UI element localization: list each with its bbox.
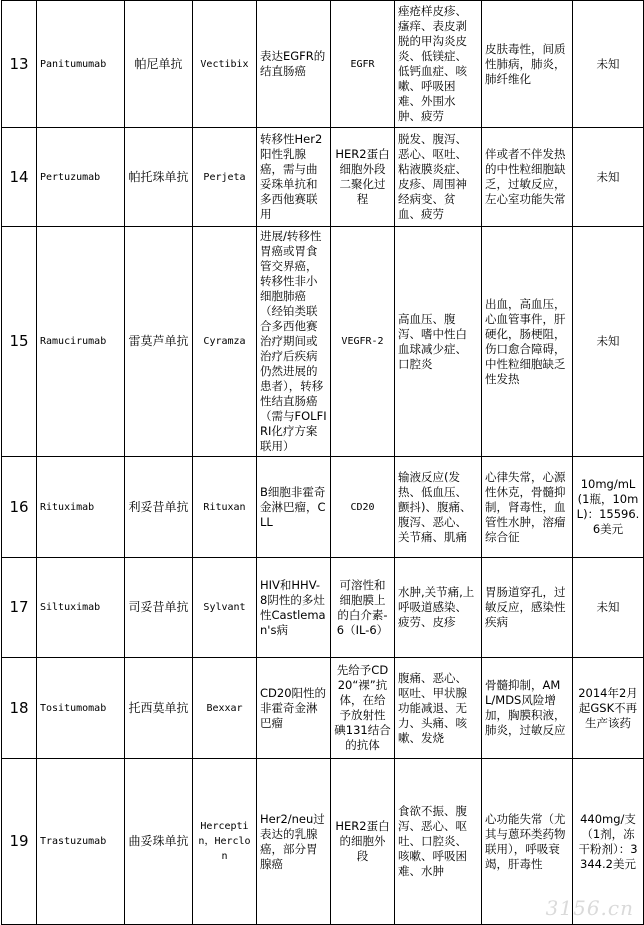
cell-chinese-name: 帕托珠单抗 (125, 128, 193, 227)
table-row (2, 558, 644, 658)
cell-target: CD20 (331, 457, 395, 558)
cell-row-number: 14 (2, 128, 37, 227)
cell-adverse-effects: 食欲不振、腹泻、恶心、呕吐、口腔炎、咳嗽、呼吸困难、水肿 (395, 759, 482, 925)
cell-row-number: 18 (2, 658, 37, 759)
cell-indication: Her2/neu过表达的乳腺癌，部分胃腺癌 (257, 759, 331, 925)
cell-row-number: 13 (2, 1, 37, 128)
cell-adverse-effects: 腹痛、恶心、呕吐、甲状腺功能减退、无力、头痛、咳嗽、发烧 (395, 658, 482, 759)
cell-english-name: Siltuximab (37, 558, 125, 658)
cell-english-name: Ramucirumab (37, 227, 125, 457)
watermark-logo: 3156.cn (545, 896, 634, 920)
cell-indication: 转移性Her2阳性乳腺癌，需与曲妥珠单抗和多西他赛联用 (257, 128, 331, 227)
cell-trade-name: Sylvant (193, 558, 257, 658)
cell-row-number: 19 (2, 759, 37, 925)
cell-english-name: Trastuzumab (37, 759, 125, 925)
cell-english-name: Panitumumab (37, 1, 125, 128)
cell-price: 未知 (573, 558, 644, 658)
cell-english-name: Rituximab (37, 457, 125, 558)
table-row (2, 1, 644, 128)
cell-target: VEGFR-2 (331, 227, 395, 457)
cell-target: 先给予CD20“裸”抗体，在给予放射性碘131结合的抗体 (331, 658, 395, 759)
cell-chinese-name: 曲妥珠单抗 (125, 759, 193, 925)
cell-adverse-effects: 痤疮样皮疹、瘙痒、表皮剥脱的甲沟炎皮炎、低镁症、低钙血症、咳嗽、呼吸困难、外围水肿、疲劳 (395, 1, 482, 128)
cell-target: HER2蛋白细胞外段二聚化过程 (331, 128, 395, 227)
cell-price: 未知 (573, 227, 644, 457)
cell-trade-name: Rituxan (193, 457, 257, 558)
table-row (2, 658, 644, 759)
cell-adverse-effects: 高血压、腹泻、嗜中性白血球减少症、口腔炎 (395, 227, 482, 457)
cell-trade-name: Cyramza (193, 227, 257, 457)
cell-serious-adverse-effects: 胃肠道穿孔，过敏反应，感染性疾病 (482, 558, 573, 658)
cell-indication: 进展/转移性胃癌或胃食管交界癌，转移性非小细胞肺癌（经铂类联合多西他赛治疗期间或治疗后疾病仍然进展的患者），转移性结直肠癌（需与FOLFIRI化疗方案联用） (257, 227, 331, 457)
cell-serious-adverse-effects: 骨髓抑制，AML/MDS风险增加，胸膜积液，肺炎，过敏反应 (482, 658, 573, 759)
cell-trade-name: Perjeta (193, 128, 257, 227)
cell-trade-name: Herceptin，Herclon (193, 759, 257, 925)
cell-serious-adverse-effects: 心律失常，心源性休克，骨髓抑制，肾毒性，血管性水肿，溶瘤综合征 (482, 457, 573, 558)
cell-adverse-effects: 水肿,关节痛,上呼吸道感染、疲劳、皮疹 (395, 558, 482, 658)
cell-price: 440mg/支（1剂，冻干粉剂）：3344.2美元 (573, 759, 644, 925)
cell-chinese-name: 利妥昔单抗 (125, 457, 193, 558)
cell-indication: 表达EGFR的结直肠癌 (257, 1, 331, 128)
table-row (2, 227, 644, 457)
cell-chinese-name: 托西莫单抗 (125, 658, 193, 759)
cell-english-name: Tositumomab (37, 658, 125, 759)
cell-english-name: Pertuzumab (37, 128, 125, 227)
cell-row-number: 17 (2, 558, 37, 658)
cell-chinese-name: 帕尼单抗 (125, 1, 193, 128)
cell-chinese-name: 司妥昔单抗 (125, 558, 193, 658)
cell-indication: B细胞非霍奇金淋巴瘤，CLL (257, 457, 331, 558)
drug-table (1, 0, 644, 925)
cell-target: 可溶性和细胞膜上的白介素-6（IL-6） (331, 558, 395, 658)
cell-serious-adverse-effects: 伴或者不伴发热的中性粒细胞缺乏，过敏反应，左心室功能失常 (482, 128, 573, 227)
table-row (2, 457, 644, 558)
cell-indication: HIV和HHV-8阴性的多灶性Castleman's病 (257, 558, 331, 658)
cell-target: EGFR (331, 1, 395, 128)
cell-price: 未知 (573, 1, 644, 128)
cell-adverse-effects: 脱发、腹泻、恶心、呕吐、粘液膜炎症、皮疹、周围神经病变、贫血、疲劳 (395, 128, 482, 227)
cell-serious-adverse-effects: 心功能失常（尤其与蒽环类药物联用），呼吸衰竭，肝毒性 (482, 759, 573, 925)
cell-row-number: 15 (2, 227, 37, 457)
cell-price: 10mg/mL(1瓶，10mL)：15596.6美元 (573, 457, 644, 558)
cell-indication: CD20阳性的非霍奇金淋巴瘤 (257, 658, 331, 759)
cell-serious-adverse-effects: 皮肤毒性，间质性肺病，肺炎，肺纤维化 (482, 1, 573, 128)
cell-adverse-effects: 输液反应(发热、低血压、颤抖)、腹痛、腹泻、恶心、关节痛、肌痛 (395, 457, 482, 558)
cell-price: 2014年2月起GSK不再生产该药 (573, 658, 644, 759)
cell-trade-name: Bexxar (193, 658, 257, 759)
cell-price: 未知 (573, 128, 644, 227)
cell-chinese-name: 雷莫芦单抗 (125, 227, 193, 457)
cell-row-number: 16 (2, 457, 37, 558)
table-row (2, 128, 644, 227)
cell-trade-name: Vectibix (193, 1, 257, 128)
cell-serious-adverse-effects: 出血，高血压，心血管事件，肝硬化，肠梗阻，伤口愈合障碍，中性粒细胞缺乏性发热 (482, 227, 573, 457)
cell-target: HER2蛋白的细胞外段 (331, 759, 395, 925)
